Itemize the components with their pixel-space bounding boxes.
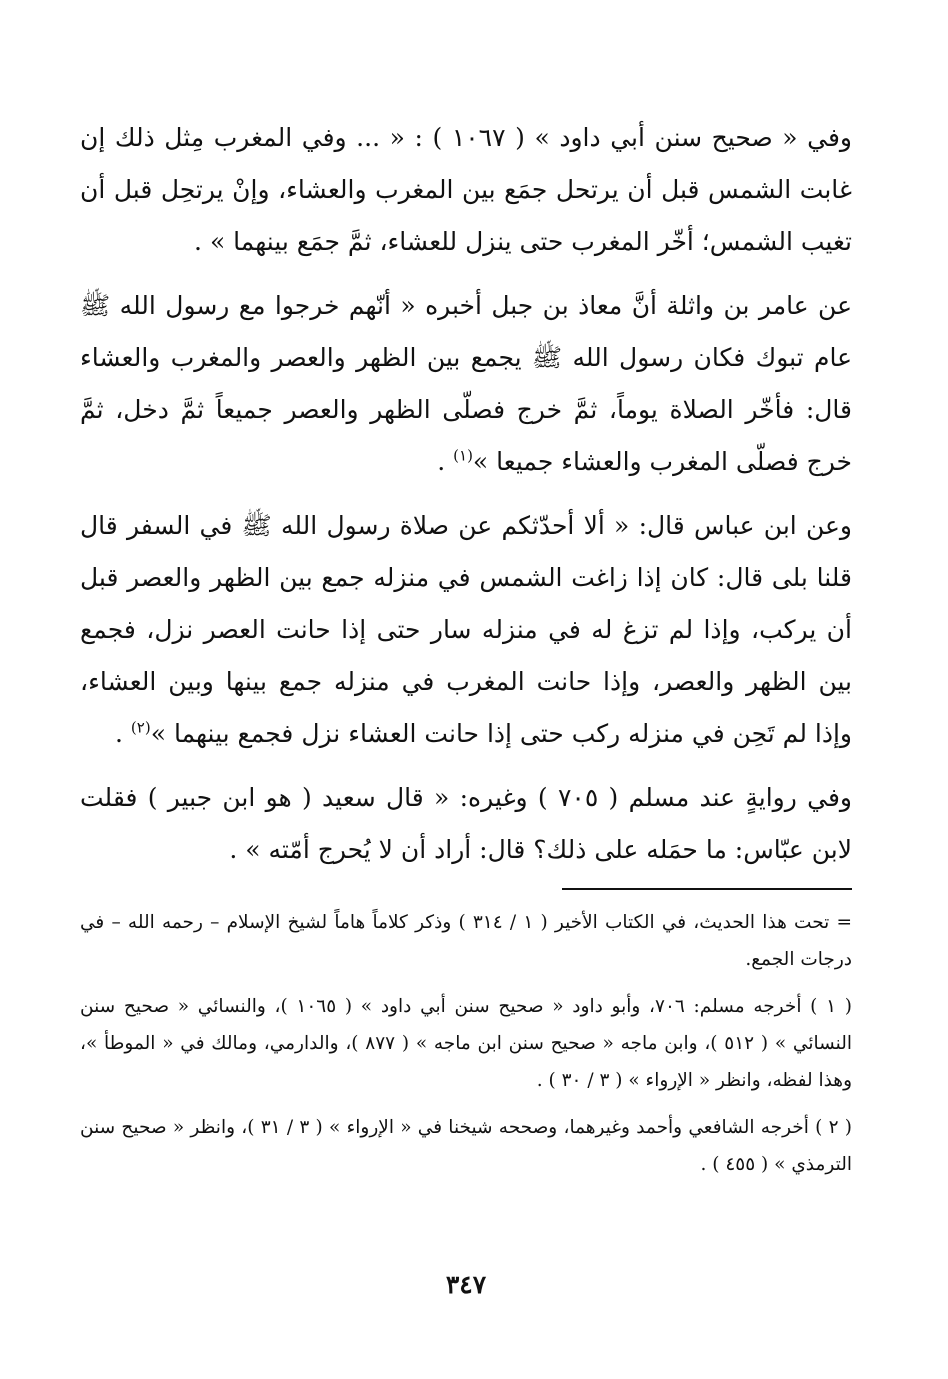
paragraph-2-text: عن عامر بن واثلة أنَّ معاذ بن جبل أخبره « أنّهم خرجوا مع رسول الله ﷺ عام تبوك فكان رسول الله ﷺ يجمع بين الظهر والعصر والمغرب والعشاء قال: فأخّر الصلاة يوماً، ثمَّ خرج فصلّى الظهر والعصر جميعاً ثمَّ دخل، ثمَّ خرج فصلّى المغرب والعشاء جميعا » — [80, 291, 852, 476]
paragraph-1 — [80, 112, 852, 268]
paragraph-3-text: وعن ابن عباس قال: « ألا أحدّثكم عن صلاة رسول الله ﷺ في السفر قال قلنا بلى قال: كان إذا زاغت الشمس في منزله جمع بين الظهر والعصر قبل أن يركب، وإذا لم تزغ له في منزله سار حتى إذا حانت العصر نزل، فجمع بين الظهر والعصر، وإذا حانت المغرب في منزله جمع بينها وبين العشاء، وإذا لم تَحِن في منزله ركب حتى إذا حانت العشاء نزل فجمع بينهما » — [80, 511, 852, 748]
paragraph-2-end: . — [437, 447, 454, 476]
footnote-marker-1: (١) — [453, 446, 473, 465]
page-number: ٣٤٧ — [445, 1270, 487, 1299]
paragraph-4 — [80, 772, 852, 876]
paragraph-4-text: وفي روايةٍ عند مسلم ( ٧٠٥ ) وغيره: « قال سعيد ( هو ابن جبير ) فقلت لابن عبّاس: ما حمَله على ذلك؟ قال: أراد أن لا يُحرج أمّته » . — [80, 783, 852, 864]
paragraph-1-text: وفي « صحيح سنن أبي داود » ( ١٠٦٧ ) : « ... وفي المغرب مِثل ذلك إن غابت الشمس قبل أن يرتحل جمَع بين المغرب والعشاء، وإنْ يرتحِل قبل أن تغيب الشمس؛ أخّر المغرب حتى ينزل للعشاء، ثمَّ جمَع بينهما » . — [80, 123, 853, 256]
footnote-divider — [562, 888, 852, 890]
footnote-2: ( ٢ ) أخرجه الشافعي وأحمد وغيرهما، وصححه شيخنا في « الإرواء » ( ٣ / ٣١ )، وانظر « صحيح سنن الترمذي » ( ٤٥٥ ) . — [80, 1117, 852, 1175]
main-text — [80, 112, 852, 876]
book-page — [80, 112, 852, 1339]
paragraph-2 — [80, 280, 852, 488]
footnote-continuation: = تحت هذا الحديث، في الكتاب الأخير ( ١ / ٣١٤ ) وذكر كلاماً هاماً لشيخ الإسلام – رحمه الله – في درجات الجمع. — [80, 912, 852, 970]
footnotes — [80, 904, 852, 1183]
footnote-1: ( ١ ) أخرجه مسلم: ٧٠٦، وأبو داود « صحيح سنن أبي داود » ( ١٠٦٥ )، والنسائي « صحيح سنن النسائي » ( ٥١٢ )، وابن ماجه « صحيح سنن ابن ماجه » ( ٨٧٧ )، والدارمي، ومالك في « الموطأ »، وهذا لفظه، وانظر « الإرواء » ( ٣ / ٣٠ ) . — [80, 996, 852, 1091]
paragraph-3-end: . — [115, 719, 131, 748]
paragraph-3 — [80, 500, 852, 760]
footnote-marker-2: (٢) — [130, 718, 151, 737]
